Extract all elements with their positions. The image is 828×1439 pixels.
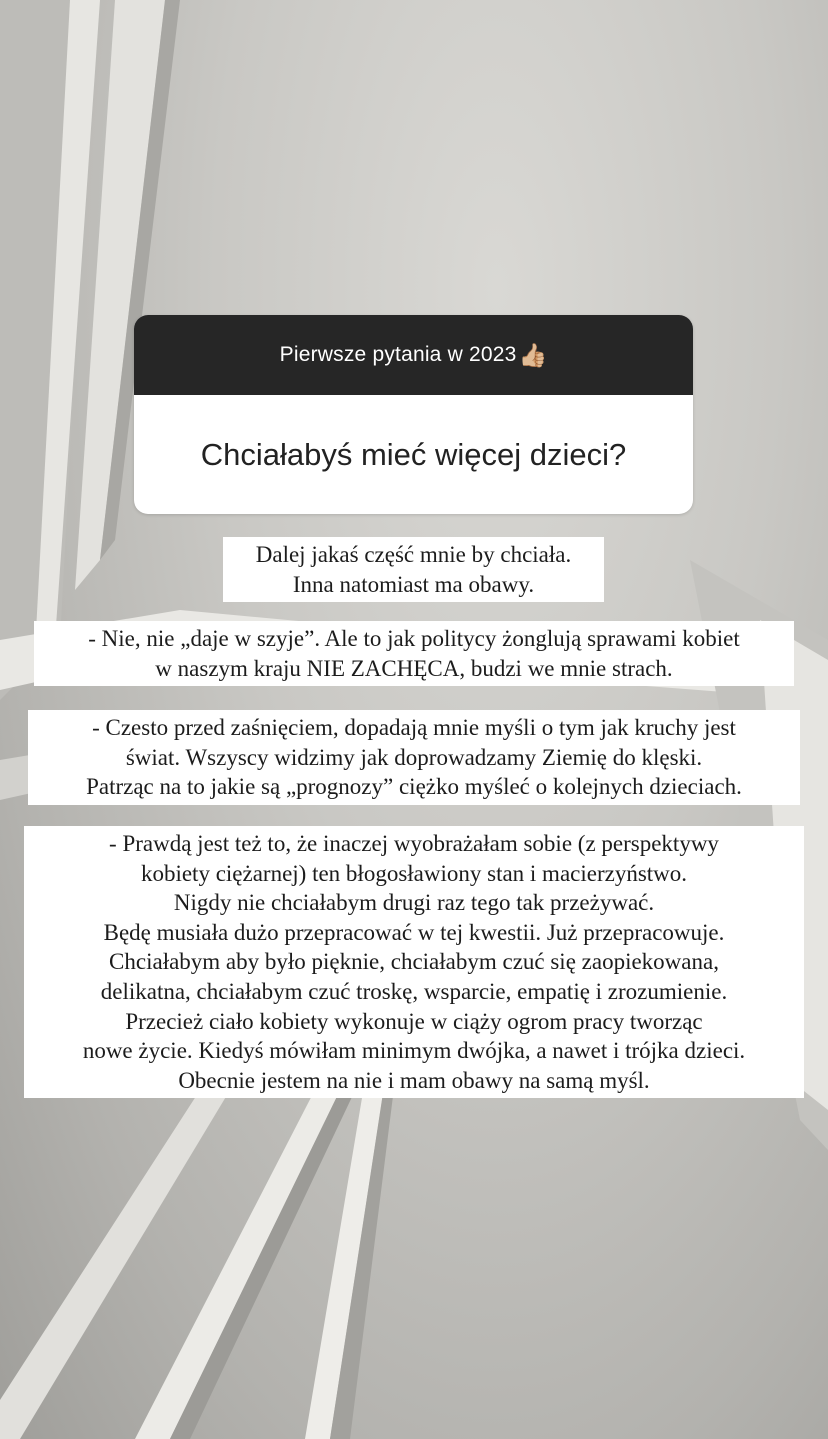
answer-line: w naszym kraju NIE ZACHĘCA, budzi we mnie strach.: [155, 655, 673, 681]
answer-line: świat. Wszyscy widzimy jak doprowadzamy Ziemię do klęski.: [125, 744, 703, 770]
answer-line: - Prawdą jest też to, że inaczej wyobrażałam sobie (z perspektywy: [109, 831, 719, 856]
answer-block-1: [223, 537, 604, 602]
answer-line: Patrząc na to jakie są „prognozy” ciężko myśleć o kolejnych dzieciach.: [86, 774, 742, 800]
answer-line: Będę musiała dużo przepracować w tej kwestii. Już przepracowuje.: [103, 919, 725, 945]
question-sticker: [134, 315, 693, 514]
answer-line: Przecież ciało kobiety wykonuje w ciąży ogrom pracy tworząc: [125, 1008, 703, 1034]
answer-line: - Nie, nie „daje w szyje”. Ale to jak politycy żonglują sprawami kobiet: [88, 626, 740, 651]
answer-line: - Czesto przed zaśnięciem, dopadają mnie myśli o tym jak kruchy jest: [92, 715, 736, 740]
question-text: Chciałabyś mieć więcej dzieci?: [200, 436, 627, 472]
answer-line: Inna natomiast ma obawy.: [292, 571, 535, 597]
answer-line: Nigdy nie chciałabym drugi raz tego tak przeżywać.: [173, 890, 655, 916]
answer-line: Obecnie jestem na nie i mam obawy na samą myśl.: [178, 1067, 650, 1093]
answer-line: nowe życie. Kiedyś mówiłam minimym dwójka, a nawet i trójka dzieci.: [82, 1038, 746, 1064]
answer-block-3: [28, 710, 800, 805]
answer-block-2: [34, 621, 794, 686]
question-sticker-header: [134, 315, 693, 395]
thumbs-up-emoji-icon: 👍🏼: [518, 341, 548, 368]
answer-line: Chciałabym aby było pięknie, chciałabym czuć się zaopiekowana,: [109, 949, 719, 975]
answer-block-4: [24, 826, 804, 1098]
question-sticker-header-text: Pierwsze pytania w 2023: [279, 343, 517, 366]
answer-line: kobiety ciężarnej) ten błogosławiony stan i macierzyństwo.: [140, 860, 688, 886]
answer-line: Dalej jakaś część mnie by chciała.: [255, 542, 572, 567]
answer-line: delikatna, chciałabym czuć troskę, wsparcie, empatię i zrozumienie.: [100, 978, 728, 1004]
